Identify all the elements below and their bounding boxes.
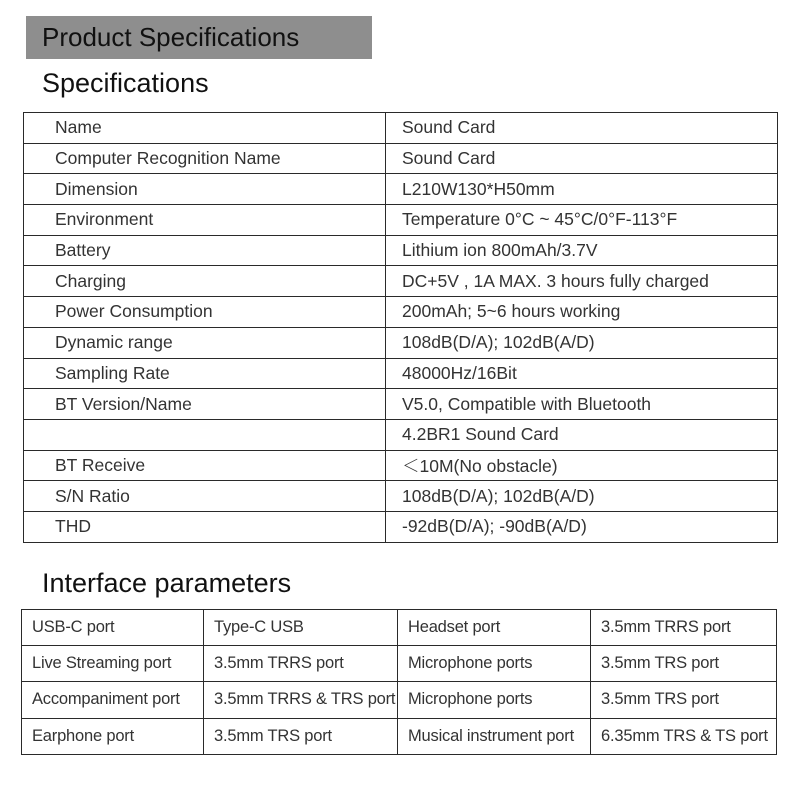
port-spec: 3.5mm TRS port (204, 718, 398, 754)
spec-name: Computer Recognition Name (24, 143, 386, 174)
spec-name: BT Version/Name (24, 389, 386, 420)
specifications-table (23, 112, 778, 543)
banner-title: Product Specifications (42, 22, 300, 52)
table-row (24, 450, 778, 481)
table-row (24, 174, 778, 205)
spec-value: 108dB(D/A); 102dB(A/D) (386, 481, 778, 512)
spec-value: Sound Card (386, 143, 778, 174)
spec-value: Lithium ion 800mAh/3.7V (386, 235, 778, 266)
port-name: Headset port (398, 610, 591, 646)
spec-name: Charging (24, 266, 386, 297)
spec-value: DC+5V , 1A MAX. 3 hours fully charged (386, 266, 778, 297)
port-spec: 3.5mm TRRS port (591, 610, 777, 646)
table-row (22, 610, 777, 646)
port-spec: 6.35mm TRS & TS port (591, 718, 777, 754)
table-row (24, 113, 778, 144)
table-row (24, 297, 778, 328)
interface-table (21, 609, 777, 755)
port-name: USB-C port (22, 610, 204, 646)
port-spec: 3.5mm TRS port (591, 646, 777, 682)
table-row (24, 205, 778, 236)
table-row (24, 419, 778, 450)
spec-name: Sampling Rate (24, 358, 386, 389)
interface-heading: Interface parameters (42, 568, 292, 598)
spec-value: 108dB(D/A); 102dB(A/D) (386, 327, 778, 358)
table-row (24, 481, 778, 512)
specifications-heading: Specifications (42, 68, 209, 98)
spec-value: L210W130*H50mm (386, 174, 778, 205)
port-name: Accompaniment port (22, 682, 204, 718)
port-name: Earphone port (22, 718, 204, 754)
spec-name (24, 419, 386, 450)
spec-value: Sound Card (386, 113, 778, 144)
port-spec: 3.5mm TRS port (591, 682, 777, 718)
header-banner (26, 16, 372, 59)
table-row (24, 511, 778, 542)
table-row (24, 389, 778, 420)
spec-name: Name (24, 113, 386, 144)
spec-name: Power Consumption (24, 297, 386, 328)
spec-value: -92dB(D/A); -90dB(A/D) (386, 511, 778, 542)
table-row (24, 358, 778, 389)
spec-value: V5.0, Compatible with Bluetooth (386, 389, 778, 420)
spec-name: Dimension (24, 174, 386, 205)
spec-value: Temperature 0°C ~ 45°C/0°F-113°F (386, 205, 778, 236)
port-name: Microphone ports (398, 646, 591, 682)
spec-name: Dynamic range (24, 327, 386, 358)
spec-name: THD (24, 511, 386, 542)
spec-name: S/N Ratio (24, 481, 386, 512)
spec-name: Environment (24, 205, 386, 236)
table-row (24, 143, 778, 174)
port-name: Live Streaming port (22, 646, 204, 682)
spec-value: 4.2BR1 Sound Card (386, 419, 778, 450)
port-spec: 3.5mm TRRS & TRS port (204, 682, 398, 718)
table-row (22, 718, 777, 754)
port-name: Musical instrument port (398, 718, 591, 754)
spec-value: ＜10M(No obstacle) (386, 450, 778, 481)
spec-value: 200mAh; 5~6 hours working (386, 297, 778, 328)
port-name: Microphone ports (398, 682, 591, 718)
spec-name: Battery (24, 235, 386, 266)
port-spec: Type-C USB (204, 610, 398, 646)
table-row (24, 235, 778, 266)
table-row (22, 682, 777, 718)
table-row (24, 266, 778, 297)
spec-value: 48000Hz/16Bit (386, 358, 778, 389)
table-row (24, 327, 778, 358)
spec-name: BT Receive (24, 450, 386, 481)
port-spec: 3.5mm TRRS port (204, 646, 398, 682)
table-row (22, 646, 777, 682)
